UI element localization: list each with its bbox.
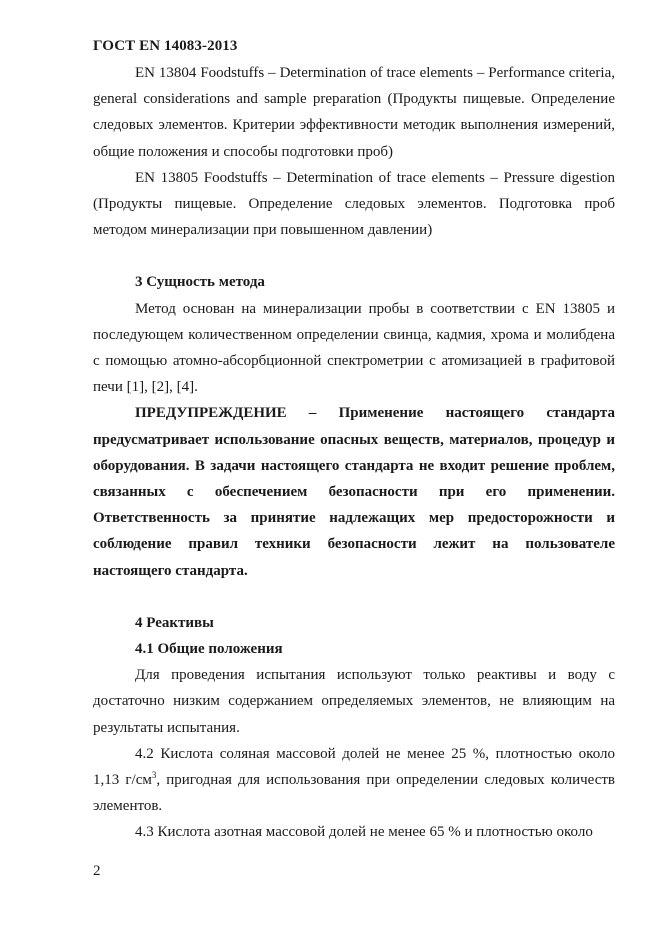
subsection-4-2-text: 4.2 Кислота соляная массовой долей не менее 25 %, плотностью около 1,13 г/см [93,745,615,789]
section-3-heading: 3 Сущность метода [135,274,265,291]
reference-en-13804: EN 13804 Foodstuffs – Determination of trace elements – Performance criteria, general considerations and sample preparation (Продукты пищевые. Определение следовых элементов. Критерии эффективности методик выполнения измерений, общие положения и способы подготовки проб) [93,65,615,160]
safety-warning: ПРЕДУПРЕЖДЕНИЕ – Применение настоящего стандарта предусматривает использование опасных веществ, материалов, процедур и оборудования. В задачи настоящего стандарта не входит решение проблем, связанных с обеспечением безопасности при его применении. Ответственность за принятие надлежащих мер предосторожности и соблюдение правил техники безопасности лежит на пользователе настоящего стандарта. [93,405,615,579]
spacer [93,243,615,269]
superscript-cubic: 3 [151,770,157,781]
section-4-heading: 4 Реактивы [135,614,214,631]
reference-en-13805: EN 13805 Foodstuffs – Determination of trace elements – Pressure digestion (Продукты пищевые. Определение следовых элементов. Подготовка проб методом минерализации при повышенном давлении) [93,169,615,239]
section-3-body: Метод основан на минерализации пробы в соответствии с EN 13805 и последующем количественном определении свинца, кадмия, хрома и молибдена с помощью атомно-абсорбционной спектрометрии с атомизацией в графитовой печи [1], [2], [4]. [93,300,615,396]
subsection-4-1-heading: 4.1 Общие положения [135,641,283,658]
subsection-4-1-body: Для проведения испытания используют только реактивы и воду с достаточно низким содержанием определяемых элементов, не влияющим на результаты испытания. [93,667,615,736]
standard-header: ГОСТ EN 14083-2013 [93,38,238,54]
subsection-4-2-text-end: , пригодная для использования при определении следовых количеств элементов. [93,772,615,815]
spacer [93,584,615,610]
document-body [93,60,615,846]
subsection-4-2-body [93,741,615,820]
subsection-4-3-body: 4.3 Кислота азотная массовой долей не менее 65 % и плотностью около [135,824,593,841]
page-number: 2 [93,863,101,879]
